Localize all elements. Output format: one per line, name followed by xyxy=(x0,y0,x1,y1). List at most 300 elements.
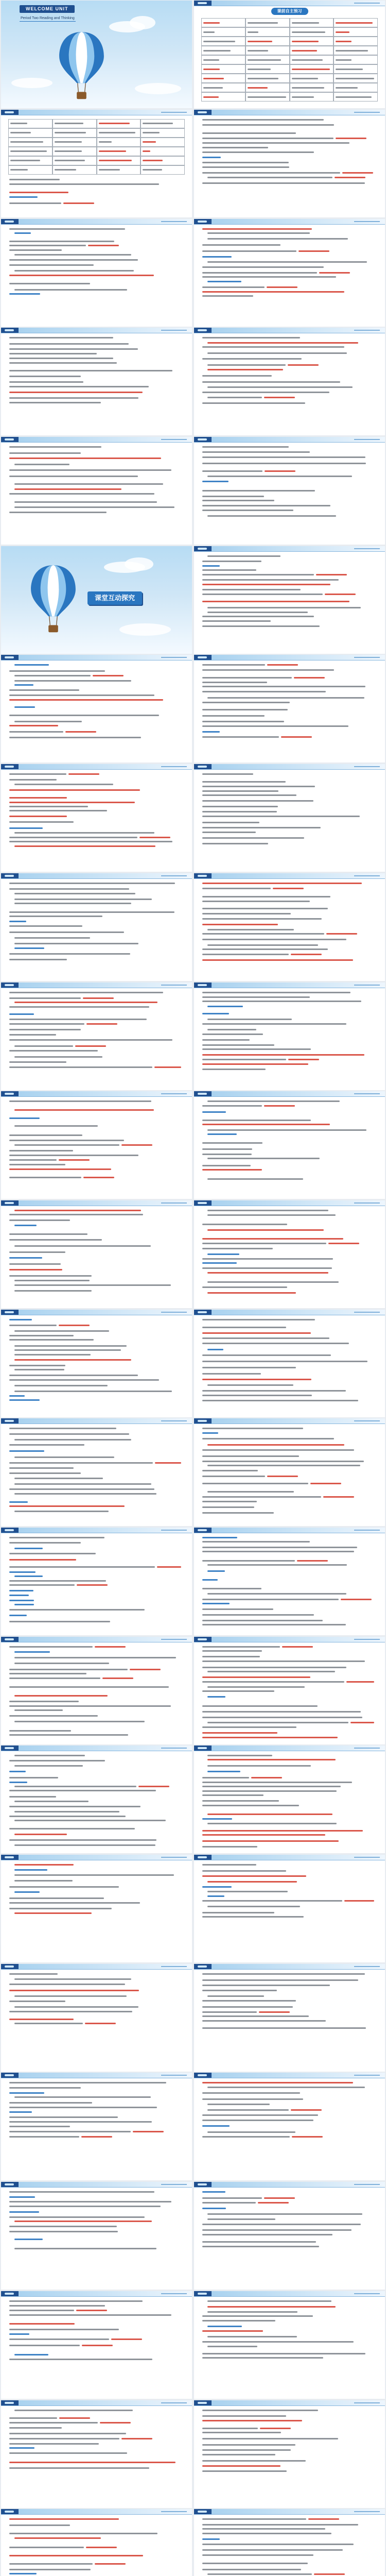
text-line xyxy=(9,689,79,691)
text-line xyxy=(202,1541,310,1543)
text-line xyxy=(291,954,322,955)
text-line xyxy=(202,147,268,148)
cloud-decoration xyxy=(135,83,181,94)
text-line xyxy=(207,1349,223,1350)
text-line xyxy=(207,1384,293,1386)
text-line xyxy=(14,1709,63,1711)
text-line xyxy=(207,1755,272,1756)
text-line xyxy=(14,1820,166,1821)
table-cell xyxy=(141,156,185,165)
text-line xyxy=(9,789,140,791)
slide-header-bar xyxy=(1,2400,192,2406)
text-line xyxy=(14,1755,85,1756)
table-cell xyxy=(290,92,334,101)
text-line xyxy=(336,41,352,42)
text-line xyxy=(202,918,322,920)
text-line xyxy=(14,1125,98,1127)
text-line xyxy=(14,1225,37,1226)
text-line xyxy=(202,908,328,909)
text-line xyxy=(207,2346,257,2347)
text-line xyxy=(202,1840,339,1842)
text-line xyxy=(202,1327,286,1328)
text-line xyxy=(202,1506,254,1508)
text-line xyxy=(9,337,113,338)
text-line xyxy=(202,1501,257,1502)
text-line xyxy=(202,996,310,998)
text-line xyxy=(14,1349,121,1351)
text-line xyxy=(9,694,154,696)
text-line xyxy=(9,353,97,354)
text-line xyxy=(9,779,57,781)
text-line xyxy=(9,725,58,726)
text-line xyxy=(14,684,33,686)
text-line xyxy=(14,832,154,834)
text-line xyxy=(9,1501,28,1503)
text-line xyxy=(9,1715,98,1717)
slide-header-bar xyxy=(1,982,192,988)
text-line xyxy=(202,1560,295,1562)
slide-36 xyxy=(194,1855,385,1962)
text-line xyxy=(133,2131,164,2132)
text-line xyxy=(85,2023,116,2024)
text-line xyxy=(202,172,340,174)
text-line xyxy=(202,1777,249,1778)
text-line xyxy=(292,31,325,33)
slide-3 xyxy=(1,110,192,217)
text-line xyxy=(14,1651,50,1653)
text-line xyxy=(335,177,365,178)
text-line xyxy=(9,249,62,251)
text-line xyxy=(202,939,346,940)
text-line xyxy=(9,2136,79,2138)
text-line xyxy=(265,470,295,472)
text-line xyxy=(14,1045,73,1047)
text-line xyxy=(202,2528,325,2530)
text-line xyxy=(202,1588,261,1589)
header-decoration xyxy=(161,657,187,658)
text-line xyxy=(143,141,156,143)
text-line xyxy=(9,731,63,733)
text-line xyxy=(207,2104,270,2105)
slide-39 xyxy=(1,2073,192,2180)
text-line xyxy=(154,1066,181,1068)
text-line xyxy=(336,59,352,61)
text-line xyxy=(14,1786,136,1787)
text-line xyxy=(14,1834,67,1835)
text-line xyxy=(9,670,105,672)
text-line xyxy=(10,141,43,143)
text-line xyxy=(9,1134,82,1136)
text-line xyxy=(336,69,363,70)
text-line xyxy=(9,1365,65,1366)
table-cell xyxy=(8,147,52,156)
text-line xyxy=(14,1456,114,1458)
text-line xyxy=(9,888,129,890)
text-line xyxy=(202,1428,303,1429)
text-line xyxy=(207,607,361,608)
text-line xyxy=(14,289,127,291)
text-line xyxy=(264,397,295,398)
text-line xyxy=(14,488,121,490)
text-line xyxy=(55,169,76,171)
text-line xyxy=(9,2126,70,2127)
text-line xyxy=(14,1330,109,1332)
slide-header-bar xyxy=(194,1091,385,1097)
text-line xyxy=(14,721,82,722)
slide-29 xyxy=(1,1528,192,1635)
slide-43 xyxy=(1,2291,192,2399)
table-cell xyxy=(52,138,97,147)
text-line xyxy=(9,1013,34,1015)
text-line xyxy=(9,1734,128,1736)
text-line xyxy=(9,1600,34,1601)
text-line xyxy=(14,1575,43,1577)
text-line xyxy=(207,1292,296,1294)
text-line xyxy=(282,1646,313,1648)
slide-24 xyxy=(194,1200,385,1308)
text-line xyxy=(14,903,131,904)
table-cell xyxy=(52,119,97,128)
header-decoration xyxy=(161,1966,187,1967)
slide-header-bar xyxy=(194,1200,385,1206)
text-line xyxy=(9,446,101,448)
slide-2 xyxy=(194,1,385,108)
text-line xyxy=(86,2547,117,2548)
text-line xyxy=(14,1391,172,1392)
text-line xyxy=(202,1547,357,1548)
text-line xyxy=(207,1771,240,1772)
text-line xyxy=(9,1444,84,1446)
text-line xyxy=(9,1897,104,1899)
period-title: Period Two Reading and Thinking xyxy=(20,16,76,22)
text-line xyxy=(202,132,296,134)
slide-header-bar xyxy=(194,2182,385,2188)
text-line xyxy=(14,1864,74,1866)
table-cell xyxy=(334,37,378,46)
text-line xyxy=(202,1650,262,1652)
text-line xyxy=(9,1155,138,1156)
text-line xyxy=(259,2011,290,2013)
text-line xyxy=(9,283,90,284)
text-line xyxy=(9,2087,81,2089)
text-line xyxy=(9,1705,171,1707)
text-line xyxy=(202,2020,326,2022)
text-line xyxy=(202,358,302,360)
text-line xyxy=(202,1985,330,1986)
text-line xyxy=(207,1214,336,1216)
text-line xyxy=(9,1566,155,1568)
slide-6 xyxy=(194,219,385,327)
slide-header-bar xyxy=(194,328,385,333)
slide-header-bar xyxy=(194,1528,385,1533)
slide-header-bar xyxy=(194,2073,385,2078)
text-line xyxy=(207,944,318,946)
text-line xyxy=(9,959,67,960)
text-line xyxy=(202,1830,363,1832)
text-line xyxy=(308,2518,339,2520)
header-decoration xyxy=(161,2402,187,2403)
text-line xyxy=(9,911,174,913)
text-line xyxy=(202,2438,338,2439)
text-line xyxy=(9,1100,151,1102)
text-line xyxy=(202,1624,346,1625)
text-line xyxy=(202,1496,321,1498)
text-line xyxy=(207,342,358,344)
text-line xyxy=(9,2300,143,2302)
text-line xyxy=(100,2422,131,2424)
text-line xyxy=(9,2211,39,2213)
text-line xyxy=(203,96,219,98)
text-line xyxy=(202,510,293,511)
text-line xyxy=(111,2338,142,2340)
header-logo-icon xyxy=(5,329,14,331)
text-line xyxy=(202,2428,258,2429)
text-line xyxy=(202,276,336,278)
cloud-decoration xyxy=(125,557,153,571)
text-line xyxy=(202,2420,302,2421)
slide-20 xyxy=(194,982,385,1090)
text-line xyxy=(207,1895,224,1897)
text-line xyxy=(202,1059,286,1060)
text-line xyxy=(202,1870,286,1872)
header-decoration xyxy=(161,1093,187,1094)
text-line xyxy=(202,2449,291,2451)
text-line xyxy=(202,715,265,717)
text-line xyxy=(336,96,372,98)
text-line xyxy=(9,821,74,823)
slide-header-bar xyxy=(1,873,192,879)
header-decoration xyxy=(354,1093,380,1094)
text-line xyxy=(202,800,313,802)
text-line xyxy=(14,1002,157,1003)
text-line xyxy=(9,1595,29,1596)
slide-40 xyxy=(194,2073,385,2180)
text-line xyxy=(14,1657,176,1658)
header-decoration xyxy=(354,875,380,876)
text-line xyxy=(9,1150,73,1151)
text-line xyxy=(9,2467,149,2469)
text-line xyxy=(14,464,69,465)
text-line xyxy=(292,96,314,98)
text-line xyxy=(14,1354,91,1355)
text-line xyxy=(202,291,344,293)
text-line xyxy=(248,50,268,52)
table-cell xyxy=(52,147,97,156)
unit-title: WELCOME UNIT xyxy=(20,5,75,13)
text-line xyxy=(202,2234,332,2235)
header-decoration xyxy=(354,985,380,986)
text-line xyxy=(9,493,154,495)
text-line xyxy=(9,392,143,393)
table-cell xyxy=(334,92,378,101)
header-decoration xyxy=(354,1530,380,1531)
text-line xyxy=(9,183,159,185)
text-line xyxy=(14,1210,141,1211)
text-line xyxy=(121,1144,152,1146)
text-line xyxy=(14,1359,131,1361)
text-line xyxy=(14,1869,47,1871)
text-line xyxy=(9,1379,159,1381)
text-line xyxy=(14,1280,90,1281)
text-line xyxy=(202,1243,326,1244)
text-line xyxy=(202,505,330,506)
text-line xyxy=(202,1432,218,1434)
header-logo-icon xyxy=(198,2293,207,2295)
text-line xyxy=(9,1701,79,1702)
text-line xyxy=(9,2345,80,2346)
text-line xyxy=(203,22,220,24)
text-line xyxy=(9,2427,62,2429)
slide-15 xyxy=(1,764,192,872)
text-line xyxy=(202,1681,344,1683)
text-line xyxy=(202,1343,349,1344)
text-line xyxy=(14,1385,108,1386)
text-line xyxy=(9,2323,75,2325)
text-line xyxy=(9,2092,44,2094)
text-line xyxy=(9,2196,35,2198)
text-line xyxy=(202,843,268,844)
slide-header-bar xyxy=(1,1418,192,1424)
slide-37 xyxy=(1,1964,192,2072)
text-line xyxy=(9,2422,98,2424)
text-line xyxy=(9,2019,74,2020)
text-line xyxy=(202,2554,313,2556)
text-line xyxy=(10,160,40,161)
text-line xyxy=(9,1275,92,1277)
text-line xyxy=(59,2417,90,2419)
text-line xyxy=(202,691,326,692)
header-logo-icon xyxy=(198,766,207,768)
slide-header-bar xyxy=(194,219,385,225)
header-logo-icon xyxy=(198,875,207,877)
text-line xyxy=(14,1478,103,1479)
slide-header-bar xyxy=(194,2291,385,2297)
text-line xyxy=(14,1511,109,1512)
text-line xyxy=(9,1828,135,1829)
text-line xyxy=(202,1794,264,1796)
slide-17 xyxy=(1,873,192,981)
section-pill: 课前自主预习 xyxy=(271,8,308,15)
text-line xyxy=(9,1325,57,1326)
text-line xyxy=(202,402,305,404)
text-line xyxy=(9,293,40,295)
text-line xyxy=(9,2305,105,2307)
header-decoration xyxy=(161,1420,187,1421)
table-cell xyxy=(141,119,185,128)
slide-header-bar xyxy=(1,655,192,660)
text-line xyxy=(9,2573,37,2574)
header-decoration xyxy=(161,2184,187,2185)
slide-28 xyxy=(194,1418,385,1526)
text-line xyxy=(10,169,28,171)
header-logo-icon xyxy=(5,1529,14,1531)
text-line xyxy=(202,736,279,738)
slide-header-bar xyxy=(1,2291,192,2297)
text-line xyxy=(202,677,292,679)
text-line xyxy=(202,1846,257,1848)
text-line xyxy=(344,1900,374,1902)
text-line xyxy=(9,402,101,403)
table-cell xyxy=(201,37,245,46)
text-line xyxy=(9,476,138,477)
text-line xyxy=(336,78,374,79)
header-logo-icon xyxy=(5,1856,14,1858)
header-logo-icon xyxy=(5,1638,14,1640)
header-decoration xyxy=(161,985,187,986)
header-decoration xyxy=(161,1639,187,1640)
text-line xyxy=(9,1673,86,1674)
table-cell xyxy=(201,18,245,27)
text-line xyxy=(202,490,315,492)
header-decoration xyxy=(354,766,380,767)
text-line xyxy=(207,261,367,263)
text-line xyxy=(202,451,310,453)
slide-header-bar xyxy=(1,1745,192,1751)
text-line xyxy=(9,386,149,387)
text-line xyxy=(9,837,137,838)
text-line xyxy=(202,2563,308,2564)
text-line xyxy=(9,2563,93,2565)
table-cell xyxy=(290,74,334,83)
header-decoration xyxy=(161,439,187,440)
text-line xyxy=(202,1449,354,1451)
text-line xyxy=(9,397,138,399)
slide-4 xyxy=(194,110,385,217)
text-line xyxy=(9,2107,157,2108)
text-line xyxy=(202,456,365,458)
header-decoration xyxy=(161,112,187,113)
text-line xyxy=(9,699,163,701)
slide-header-bar xyxy=(194,1310,385,1315)
text-line xyxy=(202,446,289,448)
text-line xyxy=(202,1786,341,1787)
text-line xyxy=(202,2098,303,2100)
header-logo-icon xyxy=(198,329,207,331)
text-line xyxy=(207,1686,305,1688)
slide-47 xyxy=(1,2509,192,2576)
text-line xyxy=(9,1251,65,1253)
text-line xyxy=(202,2432,281,2433)
text-line xyxy=(55,150,82,152)
text-line xyxy=(202,1286,287,1288)
text-line xyxy=(202,1354,331,1356)
text-line xyxy=(202,1001,361,1002)
text-line xyxy=(9,1669,128,1670)
text-line xyxy=(202,256,232,258)
text-line xyxy=(202,1154,252,1155)
slide-header-bar xyxy=(1,219,192,225)
text-line xyxy=(202,2092,300,2094)
text-line xyxy=(207,1564,347,1566)
text-line xyxy=(202,569,256,571)
table-cell xyxy=(245,92,290,101)
text-line xyxy=(207,1100,340,1102)
text-line xyxy=(14,1801,89,1802)
text-line xyxy=(9,1462,153,1464)
text-line xyxy=(9,1233,87,1235)
text-line xyxy=(9,1399,40,1401)
text-line xyxy=(207,2336,297,2337)
text-line xyxy=(207,1133,237,1135)
header-logo-icon xyxy=(198,1202,207,1204)
text-line xyxy=(207,369,283,370)
slide-21 xyxy=(1,1091,192,1199)
text-line xyxy=(202,1690,274,1692)
text-line xyxy=(76,2310,107,2311)
text-line xyxy=(202,1258,333,1260)
text-line xyxy=(310,1483,341,1484)
header-decoration xyxy=(161,221,187,222)
